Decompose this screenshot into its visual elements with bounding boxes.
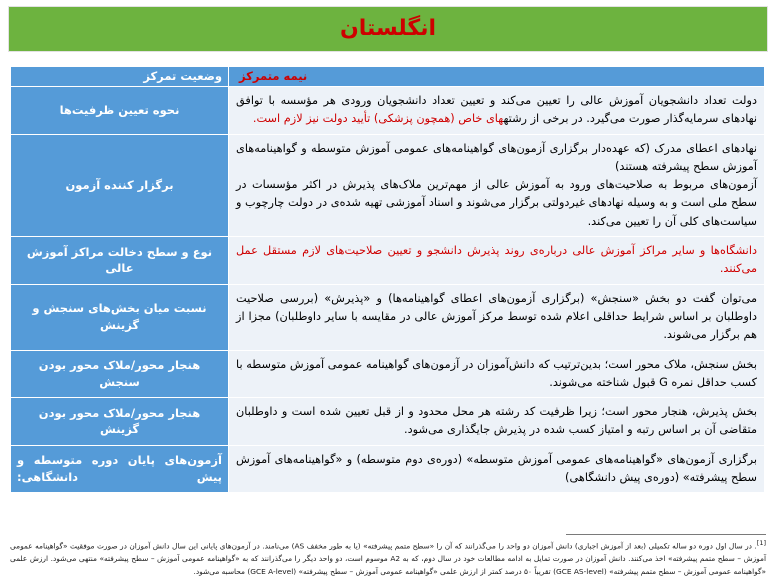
capacity-text-red: های خاص (همچون پزشکی) تأیید دولت نیز لازم است.	[252, 112, 504, 126]
footnote-marker: [1]	[756, 538, 766, 547]
row-label-institution-role: نوع و سطح دخالت مراکز آموزش عالی	[11, 237, 229, 285]
row-label-capacity: نحوه تعیین ظرفیت‌ها	[11, 87, 229, 135]
table-row	[11, 87, 765, 135]
table-row	[11, 284, 765, 350]
row-label-exam-organizer: برگزار کننده آزمون	[11, 134, 229, 236]
table-header-row	[11, 67, 765, 87]
row-content-capacity	[229, 87, 765, 135]
row-content-assessment-criterion: بخش سنجش، ملاک محور است؛ بدین‌ترتیب که دانش‌آموزان در آزمون‌های گواهینامه عمومی آموزش متوسطه با کسب حداقل نمره G قبول شناخته می‌شوند.	[229, 350, 765, 398]
row-label-assessment-criterion: هنجار محور/ملاک محور بودن سنجش	[11, 350, 229, 398]
table-container	[0, 52, 776, 493]
row-content-final-exams: برگزاری آزمون‌های «گواهینامه‌های عمومی آموزش متوسطه» (دوره‌ی دوم متوسطه) و «گواهینامه‌های آموزش سطح پیشرفته» (دوره‌ی پیش دانشگاهی)	[229, 445, 765, 493]
header-value-cell: نیمه متمرکز	[229, 67, 765, 87]
footnote-container	[0, 534, 776, 579]
header-label-cell: وضعیت تمرکز	[11, 67, 229, 87]
row-content-selection-criterion: بخش پذیرش، هنجار محور است؛ زیرا ظرفیت کد رشته هر محل محدود و از قبل تعیین شده است و داوطلبان متقاضی آن بر اساس رتبه و امتیاز کسب شده در پذیرش جایگذاری می‌شود.	[229, 398, 765, 446]
table-row	[11, 134, 765, 236]
capacity-text-black: دولت تعداد دانشجویان آموزش عالی را تعیین می‌کند و تعیین تعداد دانشجویان ورودی هر مؤسسه با توافق نهادهای سرمایه‌گذار صورت می‌گیرد. در برخی از رشته	[236, 94, 757, 126]
row-content-exam-organizer	[229, 134, 765, 236]
exam-organizer-paragraph-1: نهادهای اعطای مدرک (که عهده‌دار برگزاری آزمون‌های گواهینامه‌های عمومی آموزش متوسطه و گواهینامه‌های آموزش سطح پیشرفته هستند)	[236, 141, 757, 173]
table-row	[11, 237, 765, 285]
row-label-selection-criterion: هنجار محور/ملاک محور بودن گزینش	[11, 398, 229, 446]
title-banner-container	[0, 0, 776, 52]
row-label-assessment-selection-ratio: نسبت میان بخش‌های سنجش و گزینش	[11, 284, 229, 350]
table-row	[11, 445, 765, 493]
row-label-final-exams: آزمون‌های پایان دوره متوسطه و پیش دانشگاهی:	[11, 445, 229, 493]
table-row	[11, 398, 765, 446]
footnote-text	[10, 538, 766, 579]
title-banner	[8, 6, 768, 52]
exam-organizer-paragraph-2: آزمون‌های مربوط به صلاحیت‌های ورود به آموزش عالی از مهم‌ترین ملاک‌های پذیرش در اکثر مؤسسات در سطح ملی است و به وسیله نهادهای غیردولتی برگزار می‌شوند و اسناد آموزشی تهیه شده‌ی در دولت چارچوب و سیاست‌های کلی آن را تعیین می‌کند.	[236, 178, 757, 228]
footnote-divider	[566, 534, 766, 535]
row-content-institution-role: دانشگاه‌ها و سایر مراکز آموزش عالی درباره‌ی روند پذیرش دانشجو و تعیین صلاحیت‌های لازم مستقل عمل می‌کنند.	[229, 237, 765, 285]
country-criteria-table	[10, 66, 765, 493]
row-content-assessment-selection-ratio: می‌توان گفت دو بخش «سنجش» (برگزاری آزمون‌های اعطای گواهینامه‌ها) و «پذیرش» (بررسی صلاحیت داوطلبان بر اساس شرایط حداقلی اعلام شده توسط مرکز آموزش عالی در مقایسه با سایر داوطلبان) مجزا از هم برگزار می‌شوند.	[229, 284, 765, 350]
footnote-body: . در سال اول دوره دو ساله تکمیلی (بعد از آموزش اجباری) دانش آموزان دو واحد را می‌گذرانند که آن را «سطح متمم پیشرفته» (یا به طور مخفف AS) می‌نامند. در آزمون‌های پایانی این سال دانش آموزان در صورت موفقیت «گواهینامه عمومی آموزش – سطح متمم پیشرفته» اخذ می‌کنند. دانش آموزان در صورت تمایل به ادامه مطالعات خود در سال دوم، که به A2 موسوم است، دو واحد دیگر را می‌گذرانند که به «گواهینامه عمومی آموزش – سطح پیشرفته» منتهی می‌شود. ارزش علمی «گواهینامه عمومی آموزش – سطح متمم پیشرفته» (GCE AS-level) تقریباً ۵۰ درصد کمتر از ارزش علمی «گواهینامه عمومی آموزش – سطح پیشرفته» (GCE A-level) محاسبه می‌شود.	[10, 541, 766, 577]
page-title: انگلستان	[340, 16, 436, 41]
table-row	[11, 350, 765, 398]
